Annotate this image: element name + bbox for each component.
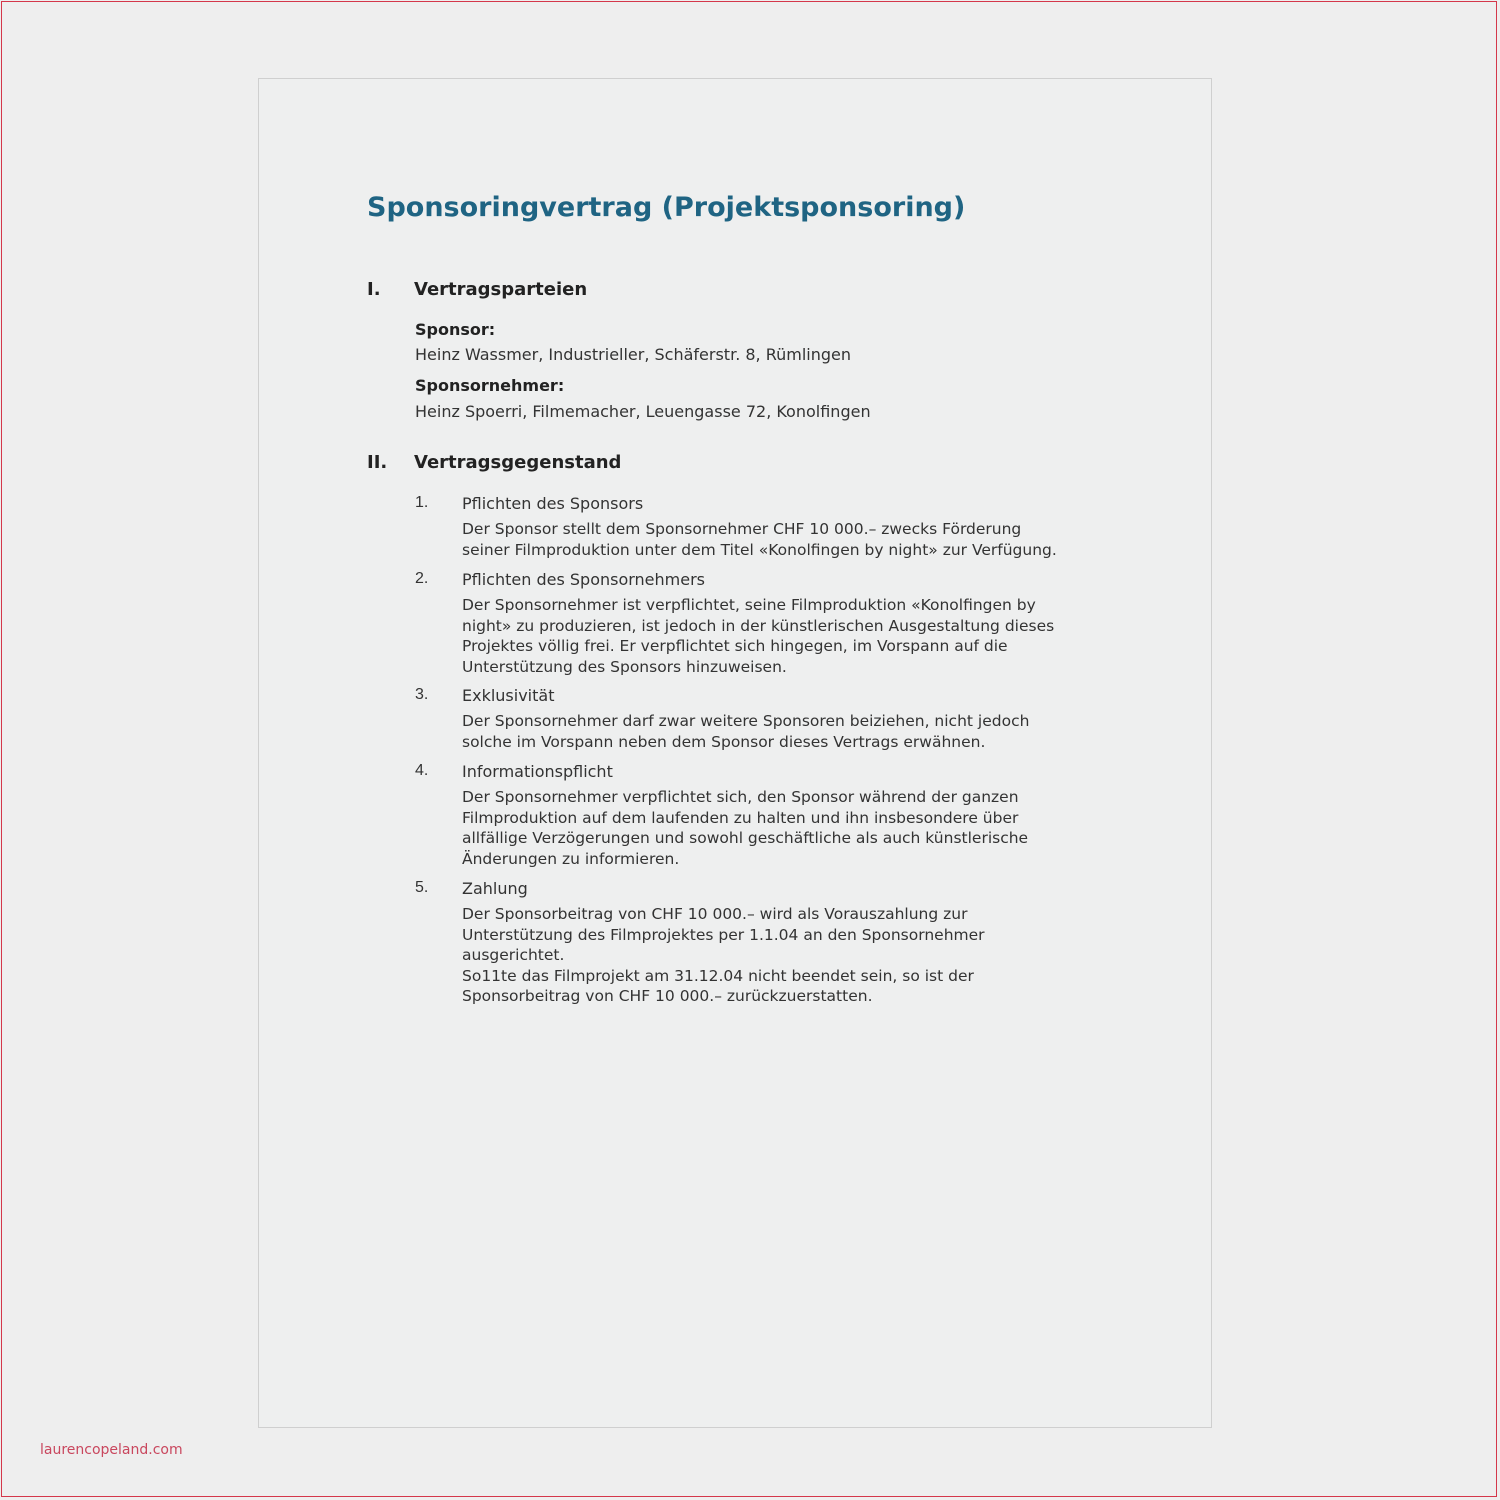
clause-line: solche im Vorspann neben dem Sponsor dieses Vertrags erwähnen. [462,732,986,751]
section-number: I. [367,279,381,300]
document-page [258,78,1212,1428]
clause-line: Filmproduktion auf dem laufenden zu halten und ihn insbesondere über [462,808,1019,827]
clause-body [462,787,1132,869]
clause-title: Pflichten des Sponsornehmers [462,570,706,589]
clause-line: Unterstützung des Sponsors hinzuweisen. [462,657,787,676]
clause-title: Exklusivität [462,686,555,705]
clause-line: Der Sponsornehmer darf zwar weitere Sponsoren beiziehen, nicht jedoch [462,712,1030,730]
clause-line: Der Sponsor stellt dem Sponsornehmer CHF 10 000.– zwecks Förderung [462,520,1022,538]
document-title: Sponsoringvertrag (Projektsponsoring) [367,192,966,223]
watermark: laurencopeland.com [40,1442,183,1458]
clause-body [462,904,1132,1007]
clause-number: 2. [415,570,429,587]
clause-line: So11te das Filmprojekt am 31.12.04 nicht beendet sein, so ist der [462,966,974,985]
recipient-details: Heinz Spoerri, Filmemacher, Leuengasse 72, Konolfingen [415,402,871,421]
clause-line: ausgerichtet. [462,946,565,964]
section-number: II. [367,452,388,473]
clause-line: Unterstützung des Filmprojektes per 1.1.04 an den Sponsornehmer [462,925,985,944]
clause-title: Pflichten des Sponsors [462,494,644,513]
clause-line: Sponsorbeitrag von CHF 10 000.– zurückzuerstatten. [462,987,873,1005]
clause-body [462,711,1132,752]
clause-line: seiner Filmproduktion unter dem Titel «Konolfingen by night» zur Verfügung. [462,540,1057,559]
clause-number: 3. [415,686,429,703]
sponsor-details: Heinz Wassmer, Industrieller, Schäferstr. 8, Rümlingen [415,345,852,364]
clause-body [462,595,1132,677]
recipient-label: Sponsornehmer: [415,376,565,395]
clause-number: 5. [415,879,429,896]
clause-number: 1. [415,494,429,511]
clause-title: Zahlung [462,879,528,898]
clause-line: Der Sponsorbeitrag von CHF 10 000.– wird als Vorauszahlung zur [462,905,968,923]
clause-line: Projektes völlig frei. Er verpflichtet sich hingegen, im Vorspann auf die [462,637,1008,655]
clause-line: night» zu produzieren, ist jedoch in der künstlerischen Ausgestaltung dieses [462,616,1055,635]
clause-body [462,519,1132,560]
clause-line: Der Sponsornehmer verpflichtet sich, den Sponsor während der ganzen [462,788,1019,806]
section-label: Vertragsparteien [414,279,588,300]
clause-line: Änderungen zu informieren. [462,849,680,868]
clause-line: Der Sponsornehmer ist verpflichtet, seine Filmproduktion «Konolfingen by [462,596,1036,614]
sponsor-label: Sponsor: [415,320,496,339]
clause-line: allfällige Verzögerungen und sowohl geschäftliche als auch künstlerische [462,829,1029,847]
clause-number: 4. [415,762,429,779]
section-label: Vertragsgegenstand [414,452,622,473]
clause-title: Informationspflicht [462,762,613,781]
